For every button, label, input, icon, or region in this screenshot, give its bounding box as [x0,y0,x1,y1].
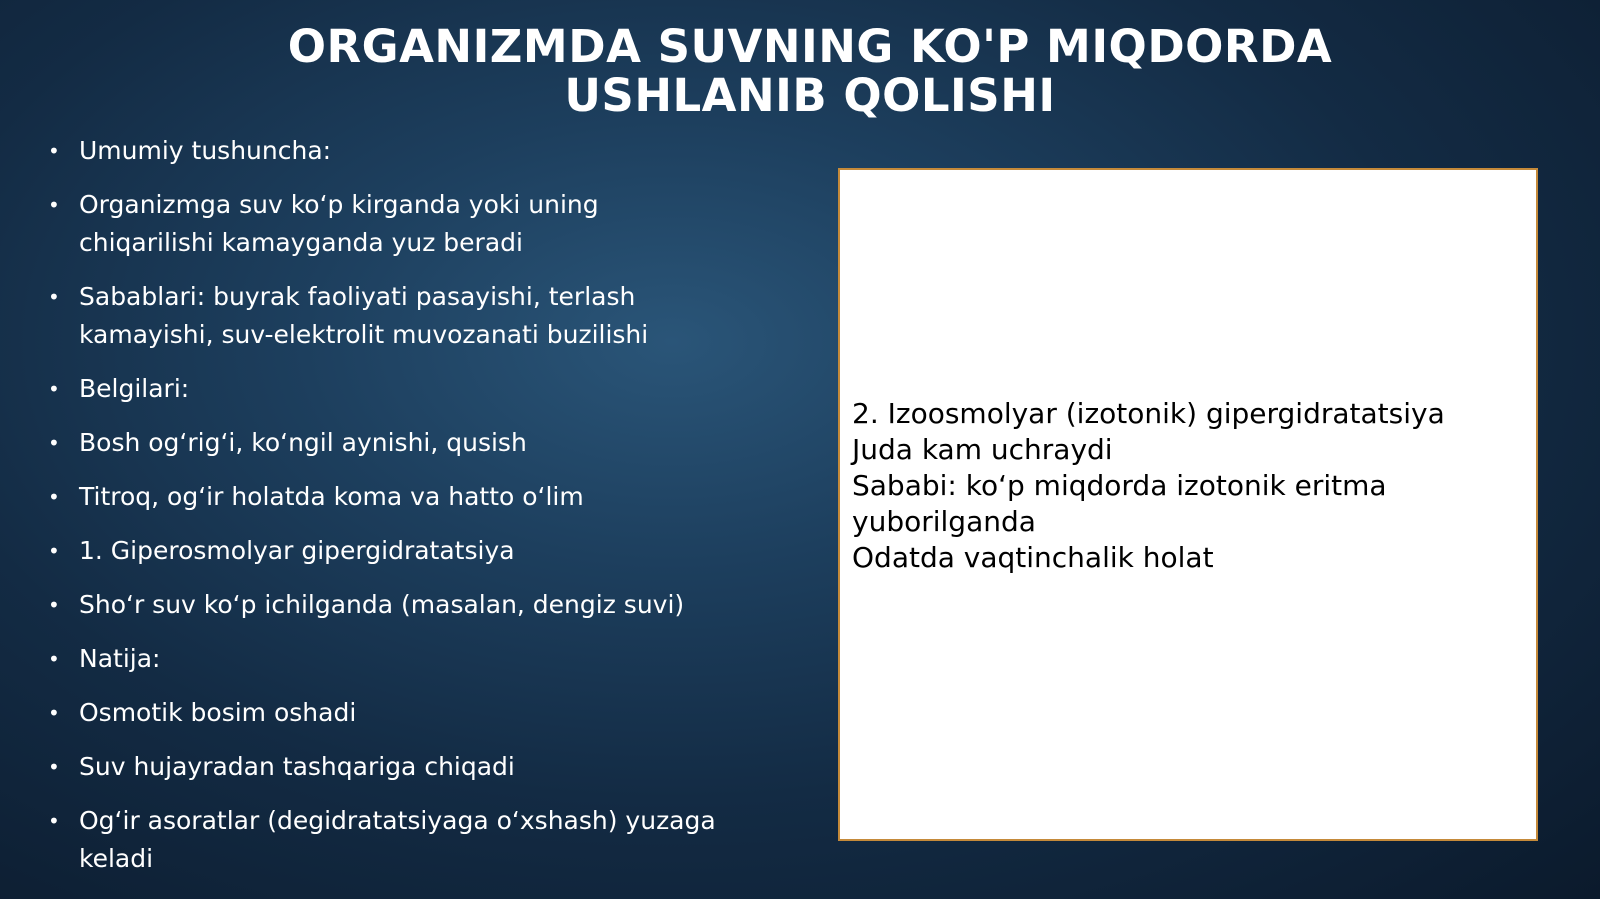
bullet-item [48,278,728,354]
bullet-dot: • [48,377,60,401]
bullet-list [48,132,728,894]
bullet-text: Suv hujayradan tashqariga chiqadi [79,752,515,781]
bullet-text: Natija: [79,644,161,673]
bullet-dot: • [48,539,60,563]
bullet-text: Sho‘r suv ko‘p ichilganda (masalan, dengiz suvi) [79,590,685,619]
bullet-dot: • [48,193,60,217]
bullet-text: Belgilari: [79,374,190,403]
bullet-text: Organizmga suv ko‘p kirganda yoki uning chiqarilishi kamayganda yuz beradi [79,190,599,257]
bullet-dot: • [48,701,60,725]
text-box-line: Sababi: ko‘p miqdorda izotonik eritma yuborilganda [852,469,1387,538]
slide-title-line-1: ORGANIZMDA SUVNING KO'P MIQDORDA [287,20,1333,73]
text-box-content [852,396,1526,576]
bullet-text: Titroq, og‘ir holatda koma va hatto o‘lim [79,482,584,511]
bullet-dot: • [48,139,60,163]
bullet-dot: • [48,431,60,455]
text-box [838,168,1538,841]
bullet-dot: • [48,755,60,779]
bullet-dot: • [48,485,60,509]
bullet-item [48,424,728,462]
bullet-text: Osmotik bosim oshadi [79,698,357,727]
bullet-text: Sabablari: buyrak faoliyati pasayishi, terlash kamayishi, suv-elektrolit muvozanati buzilishi [79,282,649,349]
text-box-line: Odatda vaqtinchalik holat [852,541,1214,574]
bullet-dot: • [48,285,60,309]
bullet-text: Umumiy tushuncha: [79,136,332,165]
bullet-text: Bosh og‘rig‘i, ko‘ngil aynishi, qusish [79,428,527,457]
bullet-item [48,586,728,624]
text-box-line: Juda kam uchraydi [852,433,1113,466]
bullet-item [48,532,728,570]
bullet-dot: • [48,647,60,671]
slide-title-line-2: USHLANIB QOLISHI [564,69,1056,122]
slide-title [200,22,1420,120]
text-box-line: 2. Izoosmolyar (izotonik) gipergidratatsiya [852,397,1445,430]
bullet-text: 1. Giperosmolyar gipergidratatsiya [79,536,515,565]
bullet-item [48,640,728,678]
bullet-item [48,694,728,732]
bullet-item [48,748,728,786]
bullet-dot: • [48,593,60,617]
bullet-item [48,802,728,878]
bullet-item [48,478,728,516]
bullet-item [48,370,728,408]
bullet-dot: • [48,809,60,833]
bullet-item [48,186,728,262]
bullet-item [48,132,728,170]
bullet-text: Og‘ir asoratlar (degidratatsiyaga o‘xshash) yuzaga keladi [79,806,716,873]
